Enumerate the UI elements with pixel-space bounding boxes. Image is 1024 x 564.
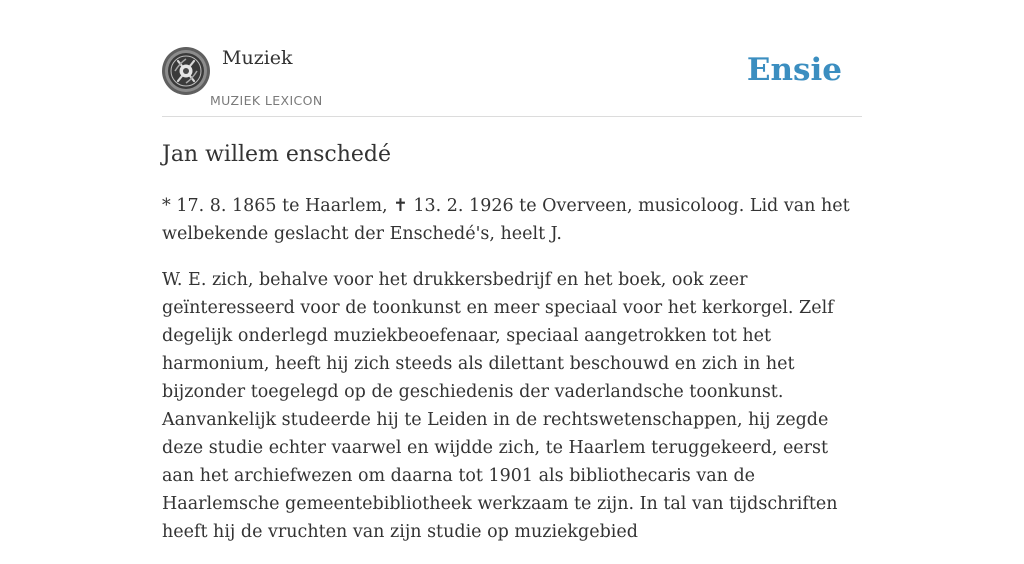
gramophone-emblem-icon: [162, 47, 210, 95]
category-sublabel[interactable]: MUZIEK LEXICON: [210, 93, 323, 108]
category-avatar[interactable]: [162, 47, 210, 95]
article-paragraph: W. E. zich, behalve voor het drukkersbedrijf en het boek, ook zeer geïnteresseerd voor de toonkunst en meer speciaal voor het kerkorgel. Zelf degelijk onderlegd muziekbeoefenaar, speciaal aangetrokken tot het harmonium, heeft hij zich steeds als dilettant beschouwd en zich in het bijzonder toegelegd op de geschiedenis der vaderlandsche toonkunst. Aanvankelijk studeerde hij te Leiden in de rechtswetenschappen, hij zegde deze studie echter vaarwel en wijdde zich, te Haarlem teruggekeerd, eerst aan het archiefwezen om daarna tot 1901 als bibliothecaris van de Haarlemsche gemeentebibliotheek werkzaam te zijn. In tal van tijdschriften heeft hij de vruchten van zijn studie op muziekgebied: [162, 270, 838, 542]
brand-logo[interactable]: Ensie: [746, 52, 842, 88]
article-title: Jan willem enschedé: [162, 142, 392, 167]
category-label[interactable]: Muziek: [222, 47, 293, 69]
page-header: [162, 0, 862, 117]
article-paragraph: * 17. 8. 1865 te Haarlem, ✝ 13. 2. 1926 te Overveen, musicoloog. Lid van het welbekende geslacht der Enschedé's, heelt J.: [162, 196, 850, 244]
article-body: [162, 192, 862, 564]
